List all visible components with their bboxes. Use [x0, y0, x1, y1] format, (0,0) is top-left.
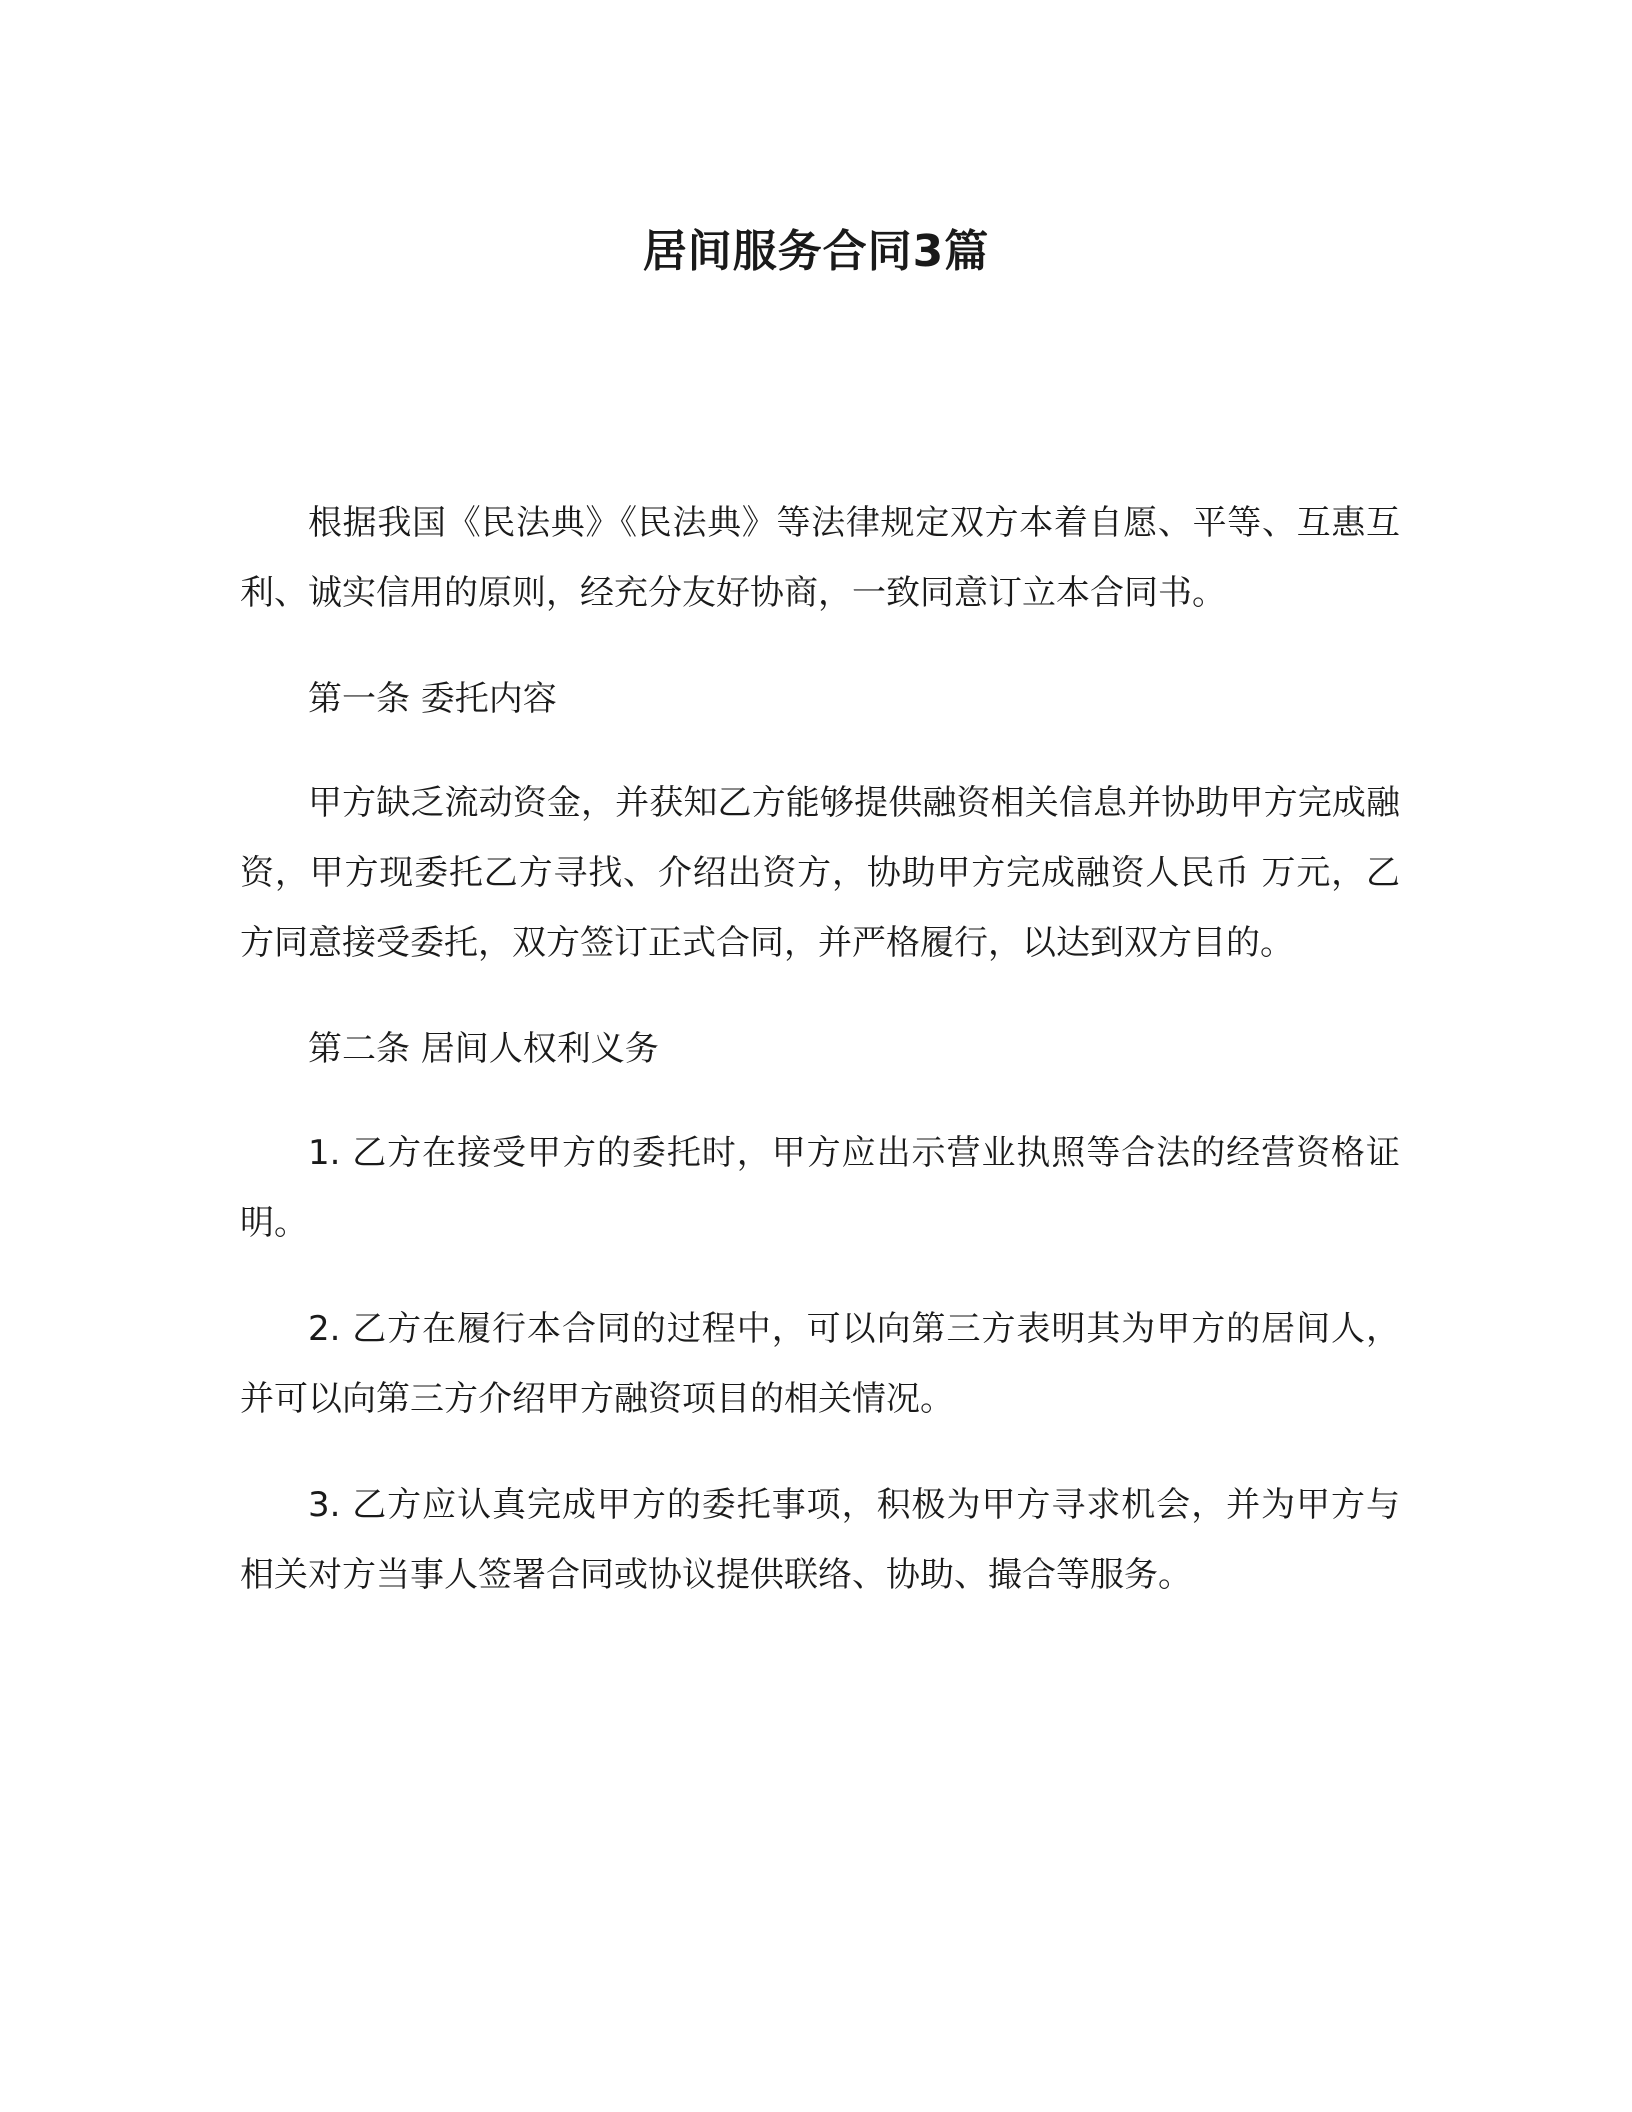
- article-1-paragraph: 甲方缺乏流动资金，并获知乙方能够提供融资相关信息并协助甲方完成融资，甲方现委托乙方寻找、介绍出资方，协助甲方完成融资人民币 万元，乙方同意接受委托，双方签订正式合同，并严格履行，以达到双方目的。: [240, 783, 1400, 963]
- document-title: 居间服务合同3篇: [642, 226, 990, 277]
- preamble-paragraph: 根据我国《民法典》《民法典》等法律规定双方本着自愿、平等、互惠互利、诚实信用的原则，经充分友好协商，一致同意订立本合同书。: [240, 503, 1400, 613]
- article-2-item-2: 2. 乙方在履行本合同的过程中，可以向第三方表明其为甲方的居间人，并可以向第三方介绍甲方融资项目的相关情况。: [240, 1309, 1400, 1419]
- article-1-heading: 第一条 委托内容: [308, 679, 557, 719]
- article-2-item-1: 1. 乙方在接受甲方的委托时，甲方应出示营业执照等合法的经营资格证明。: [240, 1133, 1400, 1243]
- article-2-heading: 第二条 居间人权利义务: [308, 1029, 659, 1069]
- article-2-item-3: 3. 乙方应认真完成甲方的委托事项，积极为甲方寻求机会，并为甲方与相关对方当事人签署合同或协议提供联络、协助、撮合等服务。: [240, 1485, 1400, 1595]
- document-body: [240, 488, 1400, 1610]
